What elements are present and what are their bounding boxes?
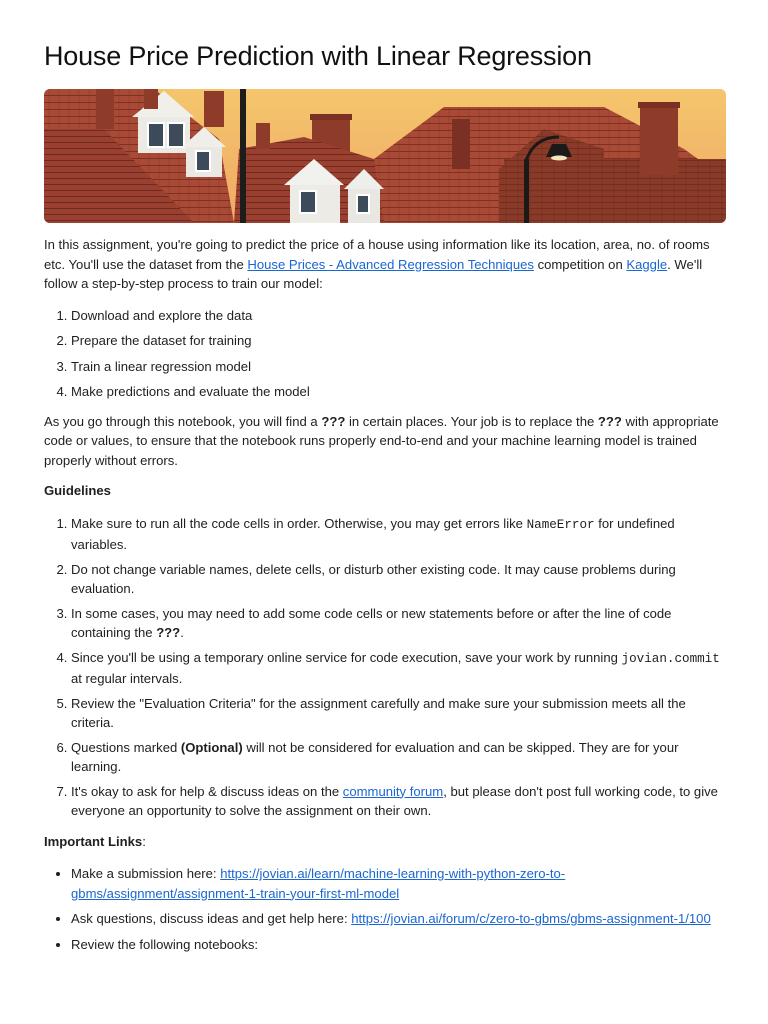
guideline-text: In some cases, you may need to add some code cells or new statements before or after the line of code containing the: [71, 605, 672, 640]
community-forum-link[interactable]: community forum: [342, 783, 444, 799]
guideline-text: will not be considered for evaluation and can be skipped. They are for your learning.: [71, 739, 679, 774]
intro-paragraph: [44, 235, 728, 294]
guideline-text: at regular intervals.: [71, 671, 183, 686]
guideline-text: .: [180, 625, 184, 640]
link-label: Make a submission here:: [71, 866, 221, 881]
link-label: Ask questions, discuss ideas and get help here:: [71, 911, 352, 926]
banner-image: [44, 89, 726, 223]
list-item: 5. Review the "Evaluation Criteria" for the assignment carefully and make sure your submission meets all the criteria.: [71, 694, 728, 733]
guideline-text: Questions marked: [71, 739, 181, 755]
task-paragraph: [44, 412, 728, 471]
steps-list: [44, 306, 728, 402]
placeholder-marker: ???: [321, 413, 346, 429]
task-text: As you go through this notebook, you will find a: [44, 413, 322, 429]
intro-text: In this assignment, you're going to predict the price of a house using information like its location, area, no. of rooms etc. You'll use the dataset from the: [44, 237, 710, 272]
notebook-content: [44, 235, 728, 965]
list-item: [71, 738, 728, 777]
intro-text: competition on: [533, 256, 627, 272]
guideline-text: It's okay to ask for help & discuss ideas on the: [71, 783, 343, 799]
important-links-heading: [44, 832, 728, 852]
guideline-text: Make sure to run all the code cells in order. Otherwise, you may get errors like: [71, 515, 527, 531]
house-prices-competition-link[interactable]: House Prices - Advanced Regression Techniques: [247, 256, 534, 272]
list-item: [71, 864, 728, 903]
inline-code: jovian.commit: [621, 651, 720, 666]
list-item: [71, 648, 728, 689]
forum-link[interactable]: https://jovian.ai/forum/c/zero-to-gbms/gbms-assignment-1/100: [351, 911, 711, 926]
guidelines-heading: Guidelines: [44, 483, 111, 498]
placeholder-marker: ???: [156, 625, 181, 640]
guidelines-list: [44, 514, 728, 821]
list-item: [71, 514, 728, 555]
task-text: in certain places. Your job is to replace the: [345, 413, 598, 429]
list-item: [71, 782, 728, 821]
list-item: 2. Do not change variable names, delete cells, or disturb other existing code. It may cause problems during evaluation.: [71, 560, 728, 599]
placeholder-marker: ???: [597, 413, 622, 429]
house-rooftops-photo: [44, 89, 726, 223]
submission-link[interactable]: https://jovian.ai/learn/machine-learning-with-python-zero-to-gbms/assignment/assignment-1-train-your-first-ml-model: [71, 866, 566, 901]
important-links-label: Important Links: [44, 833, 143, 849]
guideline-text: , but please don't post full working code, to give everyone an opportunity to solve the assignment on their own.: [71, 783, 718, 818]
list-item: • Review the following notebooks:: [71, 935, 728, 955]
list-item: [71, 909, 728, 929]
list-item: 2. Prepare the dataset for training: [71, 331, 728, 351]
heading-colon: :: [142, 833, 146, 849]
guideline-text: for undefined variables.: [71, 515, 675, 552]
task-text: with appropriate code or values, to ensure that the notebook runs properly end-to-end and your machine learning model is trained properly without errors.: [44, 413, 719, 468]
list-item: 4. Make predictions and evaluate the model: [71, 382, 728, 402]
inline-code: NameError: [526, 517, 595, 532]
list-item: 1. Download and explore the data: [71, 306, 728, 326]
important-links-list: [44, 864, 728, 954]
optional-marker: (Optional): [180, 739, 243, 755]
list-item: 3. Train a linear regression model: [71, 357, 728, 377]
kaggle-link[interactable]: Kaggle: [626, 256, 668, 272]
guideline-text: Since you'll be using a temporary online service for code execution, save your work by running: [71, 649, 622, 665]
list-item: [71, 604, 728, 643]
intro-text: . We'll follow a step-by-step process to train our model:: [44, 256, 703, 291]
page-title: House Price Prediction with Linear Regression: [44, 41, 592, 71]
